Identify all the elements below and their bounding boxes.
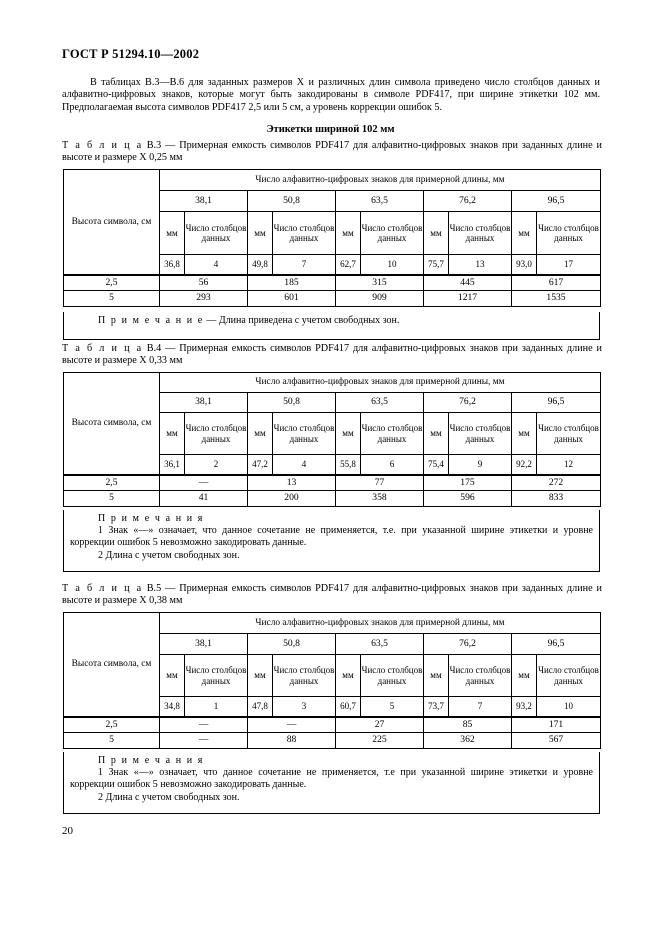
mm-header: мм: [248, 655, 273, 697]
cols-header: Число столбцов данных: [361, 413, 424, 455]
table-b5: [63, 612, 601, 749]
sub-value: 7: [273, 255, 336, 275]
mm-header: мм: [424, 655, 449, 697]
value-cell: 1217: [424, 291, 512, 307]
value-cell: 85: [424, 717, 512, 733]
sub-value: 4: [185, 255, 248, 275]
length-header: 63,5: [336, 393, 424, 413]
sub-value: 6: [361, 455, 424, 475]
mm-header: мм: [160, 413, 185, 455]
length-header: 63,5: [336, 634, 424, 655]
table-row: [64, 475, 601, 491]
note-title: П р и м е ч а н и я: [98, 755, 205, 766]
mm-header: мм: [336, 655, 361, 697]
height-cell: 5: [64, 291, 160, 307]
value-cell: 41: [160, 491, 248, 507]
length-header: 96,5: [512, 634, 601, 655]
sub-value: 47,8: [248, 697, 273, 717]
table-caption-b3: [62, 140, 602, 164]
table-label: Т а б л и ц а: [62, 343, 143, 354]
value-cell: 56: [160, 275, 248, 291]
row-header: Высота символа, см: [64, 373, 160, 475]
sub-value: 49,8: [248, 255, 273, 275]
value-cell: 185: [248, 275, 336, 291]
mm-header: мм: [248, 212, 273, 255]
height-cell: 2,5: [64, 275, 160, 291]
sub-value: 1: [185, 697, 248, 717]
sub-value: 10: [361, 255, 424, 275]
sub-value: 93,2: [512, 697, 537, 717]
value-cell: 27: [336, 717, 424, 733]
note-item-1: 1 Знак «—» означает, что данное сочетание не применяется, т.е. при указанной ширине этикетки и уровне коррекции ошибок 5 невозможно закодировать данные.: [70, 525, 593, 549]
cols-header: Число столбцов данных: [537, 413, 601, 455]
value-cell: 13: [248, 475, 336, 491]
mm-header: мм: [160, 655, 185, 697]
value-cell: —: [160, 475, 248, 491]
value-cell: 362: [424, 733, 512, 749]
table-note-b3: [63, 312, 600, 340]
column-group-header: Число алфавитно-цифровых знаков для примерной длины, мм: [160, 373, 601, 393]
height-cell: 2,5: [64, 475, 160, 491]
value-cell: 175: [424, 475, 512, 491]
sub-value: 36,1: [160, 455, 185, 475]
cols-header: Число столбцов данных: [537, 212, 601, 255]
value-cell: 596: [424, 491, 512, 507]
sub-value: 55,8: [336, 455, 361, 475]
mm-header: мм: [336, 413, 361, 455]
table-b4: [63, 372, 601, 507]
note-title: П р и м е ч а н и е: [98, 315, 204, 326]
mm-header: мм: [512, 212, 537, 255]
sub-value: 92,2: [512, 455, 537, 475]
value-cell: 77: [336, 475, 424, 491]
value-cell: 1535: [512, 291, 601, 307]
length-header: 96,5: [512, 191, 601, 212]
sub-value: 73,7: [424, 697, 449, 717]
sub-value: 9: [449, 455, 512, 475]
section-title: Этикетки шириной 102 мм: [266, 124, 395, 135]
cols-header: Число столбцов данных: [185, 212, 248, 255]
sub-value: 5: [361, 697, 424, 717]
sub-value: 75,7: [424, 255, 449, 275]
sub-value: 12: [537, 455, 601, 475]
value-cell: 200: [248, 491, 336, 507]
table-note-b4: [63, 510, 600, 572]
cols-header: Число столбцов данных: [449, 413, 512, 455]
note-item-2: 2 Длина с учетом свободных зон.: [98, 549, 240, 561]
length-header: 76,2: [424, 393, 512, 413]
mm-header: мм: [424, 413, 449, 455]
length-header: 76,2: [424, 634, 512, 655]
sub-value: 4: [273, 455, 336, 475]
length-header: 50,8: [248, 393, 336, 413]
cols-header: Число столбцов данных: [273, 413, 336, 455]
table-b3: [63, 169, 601, 307]
value-cell: 909: [336, 291, 424, 307]
table-caption-text: В.4 — Примерная емкость символов PDF417 для алфавитно-цифровых знаков при заданных длине и высоте и размере X 0,33 мм: [62, 343, 602, 366]
sub-value: 93,0: [512, 255, 537, 275]
sub-value: 34,8: [160, 697, 185, 717]
table-caption-text: В.5 — Примерная емкость символов PDF417 для алфавитно-цифровых знаков при заданных длине и высоте и размере X 0,38 мм: [62, 583, 602, 606]
length-header: 96,5: [512, 393, 601, 413]
value-cell: 293: [160, 291, 248, 307]
cols-header: Число столбцов данных: [273, 212, 336, 255]
sub-value: 47,2: [248, 455, 273, 475]
length-header: 50,8: [248, 634, 336, 655]
cols-header: Число столбцов данных: [361, 212, 424, 255]
table-label: Т а б л и ц а: [62, 140, 143, 151]
height-cell: 2,5: [64, 717, 160, 733]
table-caption-b5: [62, 583, 602, 607]
value-cell: 272: [512, 475, 601, 491]
column-group-header: Число алфавитно-цифровых знаков для примерной длины, мм: [160, 613, 601, 634]
cols-header: Число столбцов данных: [185, 413, 248, 455]
cols-header: Число столбцов данных: [449, 212, 512, 255]
sub-value: 17: [537, 255, 601, 275]
length-header: 38,1: [160, 634, 248, 655]
value-cell: 88: [248, 733, 336, 749]
cols-header: Число столбцов данных: [273, 655, 336, 697]
value-cell: 445: [424, 275, 512, 291]
value-cell: —: [248, 717, 336, 733]
note-title: П р и м е ч а н и я: [98, 513, 205, 524]
length-header: 50,8: [248, 191, 336, 212]
sub-value: 36,8: [160, 255, 185, 275]
value-cell: 225: [336, 733, 424, 749]
mm-header: мм: [512, 655, 537, 697]
length-header: 76,2: [424, 191, 512, 212]
mm-header: мм: [424, 212, 449, 255]
mm-header: мм: [160, 212, 185, 255]
height-cell: 5: [64, 733, 160, 749]
note-item-2: 2 Длина с учетом свободных зон.: [98, 791, 240, 803]
value-cell: —: [160, 733, 248, 749]
table-row: [64, 275, 601, 291]
cols-header: Число столбцов данных: [185, 655, 248, 697]
mm-header: мм: [248, 413, 273, 455]
mm-header: мм: [336, 212, 361, 255]
mm-header: мм: [512, 413, 537, 455]
value-cell: —: [160, 717, 248, 733]
cols-header: Число столбцов данных: [537, 655, 601, 697]
cols-header: Число столбцов данных: [449, 655, 512, 697]
row-header: Высота символа, см: [64, 613, 160, 717]
row-header: Высота символа, см: [64, 170, 160, 275]
height-cell: 5: [64, 491, 160, 507]
value-cell: 358: [336, 491, 424, 507]
sub-value: 10: [537, 697, 601, 717]
table-row: [64, 717, 601, 733]
length-header: 38,1: [160, 191, 248, 212]
cols-header: Число столбцов данных: [361, 655, 424, 697]
sub-value: 75,4: [424, 455, 449, 475]
table-row: [64, 291, 601, 307]
sub-value: 2: [185, 455, 248, 475]
sub-value: 60,7: [336, 697, 361, 717]
intro-paragraph: В таблицах В.3—В.6 для заданных размеров X и различных длин символа приведено число столбцов данных и алфавитно-цифровых знаков, которые могут быть закодированы в символе PDF417, при ширине этикетки 102 мм. Предполагаемая высота символов PDF417 2,5 или 5 см, а уровень коррекции ошибок 5.: [62, 77, 600, 113]
table-row: [64, 491, 601, 507]
value-cell: 617: [512, 275, 601, 291]
value-cell: 601: [248, 291, 336, 307]
table-caption-text: В.3 — Примерная емкость символов PDF417 для алфавитно-цифровых знаков при заданных длине и высоте и размере X 0,25 мм: [62, 140, 602, 163]
table-caption-b4: [62, 343, 602, 367]
value-cell: 833: [512, 491, 601, 507]
note-text: — Длина приведена с учетом свободных зон.: [203, 315, 400, 326]
length-header: 38,1: [160, 393, 248, 413]
table-row: [64, 733, 601, 749]
table-note-b5: [63, 752, 600, 814]
value-cell: 567: [512, 733, 601, 749]
sub-value: 3: [273, 697, 336, 717]
value-cell: 171: [512, 717, 601, 733]
page-number: 20: [62, 825, 73, 837]
sub-value: 13: [449, 255, 512, 275]
note-item-1: 1 Знак «—» означает, что данное сочетание не применяется, т.е при указанной ширине этикетки и уровне коррекции ошибок 5 невозможно закодировать данные.: [70, 767, 593, 791]
sub-value: 62,7: [336, 255, 361, 275]
value-cell: 315: [336, 275, 424, 291]
document-header: ГОСТ Р 51294.10—2002: [62, 47, 200, 61]
table-label: Т а б л и ц а: [62, 583, 143, 594]
length-header: 63,5: [336, 191, 424, 212]
sub-value: 7: [449, 697, 512, 717]
column-group-header: Число алфавитно-цифровых знаков для примерной длины, мм: [160, 170, 601, 191]
